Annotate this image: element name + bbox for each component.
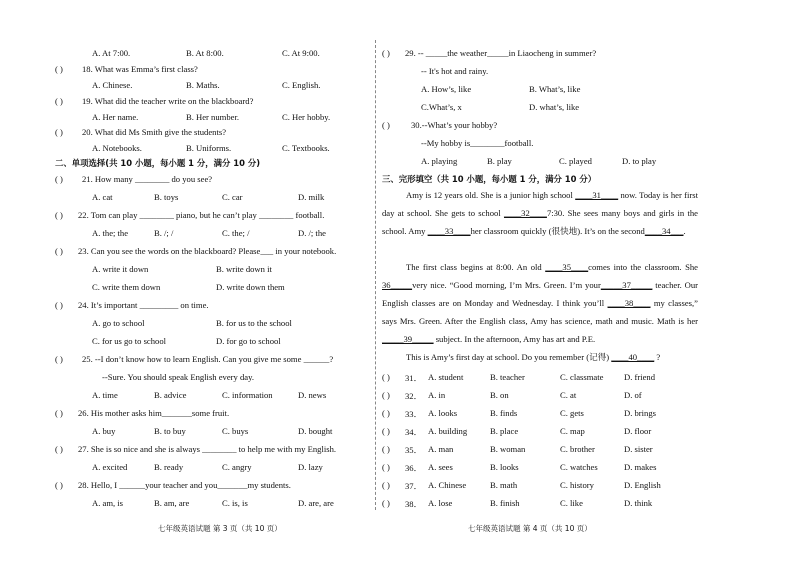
cloze-paragraph-1: Amy is 12 years old. She is a junior high school ____31____ now. Today is her first day at school. She gets to school ____32____7:30. She sees many boys and girls in the school. Amy ____33____her classroom quickly (很快地). It’s on the second____34___. [382, 190, 698, 236]
q28-option-a: A. am, is [92, 498, 124, 508]
q19-option-c: C. Her hobby. [282, 112, 331, 122]
blank-34: ____34___ [644, 226, 684, 236]
right-page: ( ) 29. -- _____the weather_____in Liaocheng in summer? -- It's hot and rainy. A. How’s, like B. What’s, like C.What’s, x D. what’s, like ( ) 30.--What’s your hobby? --My hobby is________football. A. playing B. play C. played D. to play 三、完形填空（共 10 小题，每小题 1 分，满分 10 分） Amy is 12 years old. She is a junior high school ____31____ now. Today is her first day at school. She gets to school ____32____7:30. She sees many boys and girls in the school. Amy ____33____her classroom quickly (很快地). It’s on the second____34___. The first class begins at 8:00. An old ____35____comes into the classroom. She 36_____very nice. “Good morning, I’m Mrs. Green. I’m your_____37_____ teacher. Our English classes are on Monday and Wednesday. I think you’ll ____38____ my classes,” says Mrs. Green. After the English class, Amy has science, math and music. Math is her _____39_____ subject. In the afternoon, Amy has art and P.E. This is Amy’s first day at school. Do you remember (记得) ____40____ ? ( ) 31． A. student B. teacher C. classmate D. friend ( ) 32． A. in B. on C. at D. of ( ) 33． A. looks B. finds C. gets D. brings ( ) 34． A. building B. place C. map D. floor ( ) 35． A. man B. woman C. brother D. sister ( ) 36． A. sees B. looks C. watches D. makes ( ) 37． A. Chinese B. math C. history D. English ( ) 38． A. lose B. finish C. like D. think 七年级英语试题 第 4 页（共 10 页） [382, 48, 698, 533]
q30-bracket: ( ) [382, 120, 390, 130]
q25-bracket: ( ) [55, 354, 63, 364]
q23-bracket: ( ) [55, 246, 63, 256]
q19-bracket: ( ) [55, 96, 63, 106]
q25-option-b: B. advice [154, 390, 187, 400]
q30-text: 30.--What’s your hobby? [411, 120, 498, 130]
q29-option-a: A. How’s, like [421, 84, 472, 94]
q17-option-a: A. At 7:00. [92, 48, 131, 58]
q20-option-b: B. Uniforms. [186, 143, 232, 153]
q27-bracket: ( ) [55, 444, 63, 454]
blank-32: ____32____ [503, 208, 547, 218]
q29-option-b: B. What’s, like [529, 84, 581, 94]
q24-option-a: A. go to school [92, 318, 145, 328]
blank-37: _____37_____ [600, 280, 653, 290]
q25-text: 25. --I don’t know how to learn English. Can you give me some ______? [82, 354, 334, 364]
q26-option-b: B. to buy [154, 426, 186, 436]
q29-bracket: ( ) [382, 48, 390, 58]
q26-text: 26. His mother asks him_______some fruit. [78, 408, 230, 418]
q27-text: 27. She is so nice and she is always ________ to help me with my English. [78, 444, 337, 454]
blank-35: ____35____ [545, 262, 589, 272]
blank-33: ____33____ [427, 226, 471, 236]
q30-option-a: A. playing [421, 156, 458, 166]
q22-text: 22. Tom can play ________ piano, but he can’t play ________ football. [78, 210, 325, 220]
q25-option-d: D. news [298, 390, 327, 400]
q26-option-c: C. buys [222, 426, 249, 436]
q21-option-b: B. toys [154, 192, 179, 202]
q19-option-b: B. Her number. [186, 112, 239, 122]
q29-text: 29. -- _____the weather_____in Liaocheng in summer? [405, 48, 597, 58]
q23-option-b: B. write down it [216, 264, 272, 274]
q22-option-a: A. the; the [92, 228, 129, 238]
q24-text: 24. It’s important _________ on time. [78, 300, 209, 310]
q19-option-a: A. Her name. [92, 112, 139, 122]
section-heading-single-choice: 二、单项选择(共 10 小题，每小题 1 分，满分 10 分) [55, 158, 261, 168]
q18-option-c: C. English. [282, 80, 321, 90]
q27-option-a: A. excited [92, 462, 128, 472]
q21-option-c: C. car [222, 192, 243, 202]
q20-option-c: C. Textbooks. [282, 143, 330, 153]
page-footer-3: 七年级英语试题 第 3 页（共 10 页） [158, 524, 282, 533]
q28-option-b: B. am, are [154, 498, 190, 508]
q29-option-c: C.What’s, x [421, 102, 462, 112]
q30-reply: --My hobby is________football. [421, 138, 534, 148]
blank-39: _____39_____ [382, 334, 434, 344]
q21-option-a: A. cat [92, 192, 113, 202]
q24-bracket: ( ) [55, 300, 63, 310]
q24-option-d: D. for go to school [216, 336, 281, 346]
q23-option-d: D. write down them [216, 282, 285, 292]
q18-text: 18. What was Emma’s first class? [82, 64, 198, 74]
q23-option-a: A. write it down [92, 264, 149, 274]
blank-36: 36_____ [382, 280, 413, 290]
q30-option-b: B. play [487, 156, 512, 166]
q28-option-c: C. is, is [222, 498, 248, 508]
q30-option-c: C. played [559, 156, 592, 166]
q22-option-b: B. /; / [154, 228, 174, 238]
q20-bracket: ( ) [55, 127, 63, 137]
q26-bracket: ( ) [55, 408, 63, 418]
q27-option-d: D. lazy [298, 462, 323, 472]
q26-option-d: D. bought [298, 426, 333, 436]
q27-option-b: B. ready [154, 462, 184, 472]
cloze-paragraph-2: The first class begins at 8:00. An old ____35____comes into the classroom. She 36_____very nice. “Good morning, I’m Mrs. Green. I’m your_____37_____ teacher. Our English classes are on Monday and Wednesday. I think you’ll ____38____ my classes,” says Mrs. Green. After the English class, Amy has science, math and music. Math is her _____39_____ subject. In the afternoon, Amy has art and P.E. [382, 262, 698, 344]
q22-option-d: D. /; the [298, 228, 326, 238]
q19-text: 19. What did the teacher write on the blackboard? [82, 96, 254, 106]
blank-38: ____38____ [607, 298, 651, 308]
q22-option-c: C. the; / [222, 228, 250, 238]
q25-option-a: A. time [92, 390, 118, 400]
q18-option-b: B. Maths. [186, 80, 220, 90]
left-page [0, 0, 374, 561]
q17-option-c: C. At 9:00. [282, 48, 320, 58]
blank-31: ____31____ [575, 190, 619, 200]
q21-option-d: D. milk [298, 192, 325, 202]
cloze-paragraph-3: This is Amy’s first day at school. Do you remember (记得) ____40____ ? [406, 352, 661, 362]
q30-option-d: D. to play [622, 156, 657, 166]
q18-bracket: ( ) [55, 64, 63, 74]
q29-option-d: D. what’s, like [529, 102, 580, 112]
q24-option-b: B. for us to the school [216, 318, 292, 328]
q28-text: 28. Hello, I ______your teacher and you_______my students. [78, 480, 291, 490]
page-divider [375, 40, 377, 510]
q29-reply: -- It's hot and rainy. [421, 66, 489, 76]
q23-text: 23. Can you see the words on the blackboard? Please___ in your notebook. [78, 246, 337, 256]
q20-option-a: A. Notebooks. [92, 143, 142, 153]
page-footer-4: 七年级英语试题 第 4 页（共 10 页） [468, 524, 592, 533]
q25-reply: --Sure. You should speak English every day. [102, 372, 254, 382]
q23-option-c: C. write them down [92, 282, 161, 292]
q21-bracket: ( ) [55, 174, 63, 184]
q20-text: 20. What did Ms Smith give the students? [82, 127, 227, 137]
q21-text: 21. How many ________ do you see? [82, 174, 213, 184]
q27-option-c: C. angry [222, 462, 252, 472]
q28-bracket: ( ) [55, 480, 63, 490]
q26-option-a: A. buy [92, 426, 116, 436]
q24-option-c: C. for us go to school [92, 336, 166, 346]
q28-option-d: D. are, are [298, 498, 334, 508]
q22-bracket: ( ) [55, 210, 63, 220]
q18-option-a: A. Chinese. [92, 80, 133, 90]
blank-40: ____40____ [611, 352, 655, 362]
section-heading-cloze: 三、完形填空（共 10 小题，每小题 1 分，满分 10 分） [382, 174, 597, 184]
q17-option-b: B. At 8:00. [186, 48, 224, 58]
q25-option-c: C. information [222, 390, 273, 400]
